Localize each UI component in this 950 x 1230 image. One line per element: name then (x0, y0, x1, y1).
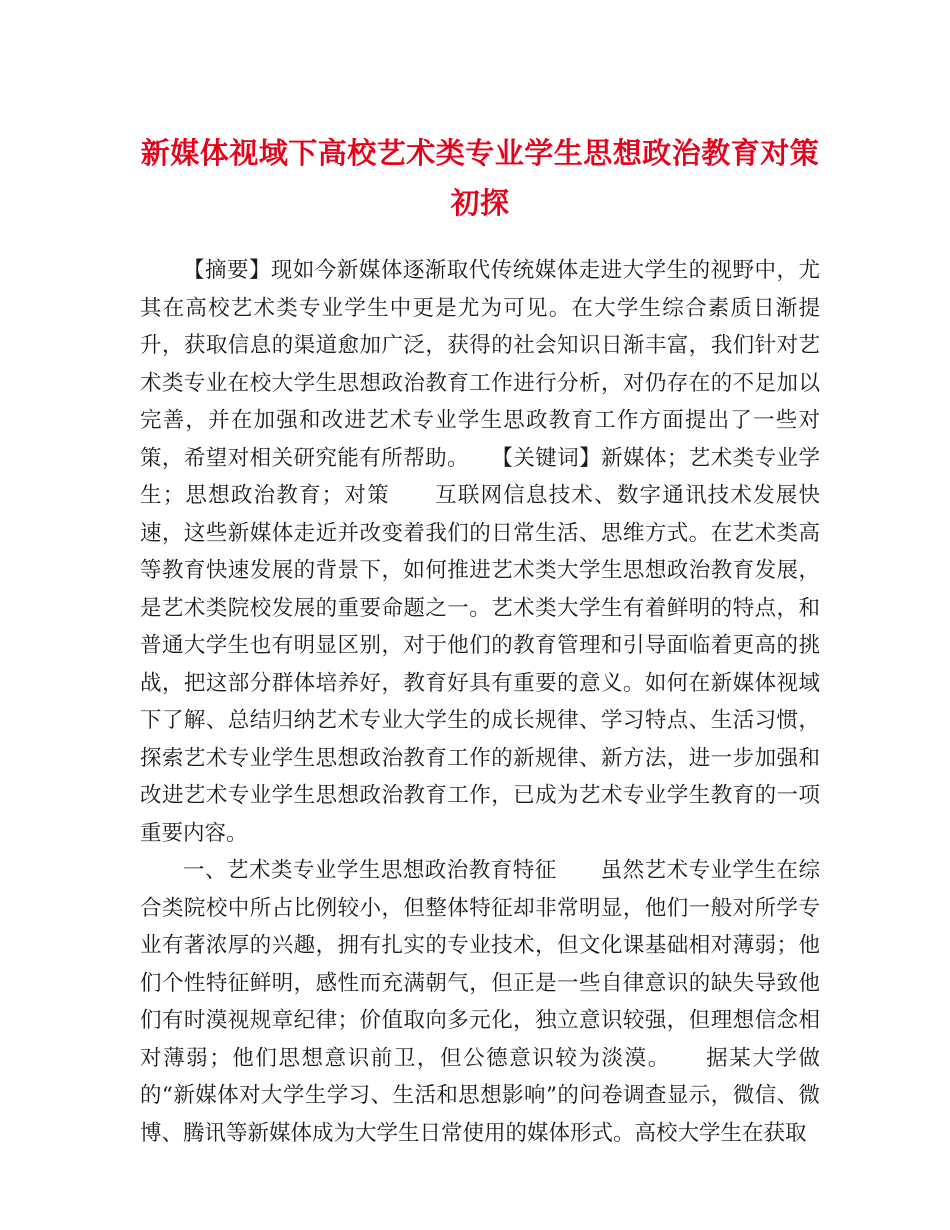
paragraph-section-one: 一、艺术类专业学生思想政治教育特征 虽然艺术专业学生在综合类院校中所占比例较小，但整体特征却非常明显，他们一般对所学专业有著浓厚的兴趣，拥有扎实的专业技术，但文化课基础相对薄弱；他们个性特征鲜明，感性而充满朝气，但正是一些自律意识的缺失导致他们有时漠视规章纪律；价值取向多元化，独立意识较强，但理想信念相对薄弱；他们思想意识前卫，但公德意识较为淡漠。 据某大学做的“新媒体对大学生学习、生活和思想影响”的问卷调查显示，微信、微博、腾讯等新媒体成为大学生日常使用的媒体形式。高校大学生在获取 (140, 858, 820, 1146)
paragraph-abstract: 【摘要】现如今新媒体逐渐取代传统媒体走进大学生的视野中，尤其在高校艺术类专业学生中更是尤为可见。在大学生综合素质日渐提升，获取信息的渠道愈加广泛，获得的社会知识日渐丰富，我们针对艺术类专业在校大学生思想政治教育工作进行分析，对仍存在的不足加以完善，并在加强和改进艺术专业学生思政教育工作方面提出了一些对策，希望对相关研究能有所帮助。 【关键词】新媒体；艺术类专业学生；思想政治教育；对策 互联网信息技术、数字通讯技术发展快速，这些新媒体走近并改变着我们的日常生活、思维方式。在艺术类高等教育快速发展的背景下，如何推进艺术类大学生思想政治教育发展，是艺术类院校发展的重要命题之一。艺术类大学生有着鲜明的特点，和普通大学生也有明显区别，对于他们的教育管理和引导面临着更高的挑战，把这部分群体培养好，教育好具有重要的意义。如何在新媒体视域下了解、总结归纳艺术专业大学生的成长规律、学习特点、生活习惯，探索艺术专业学生思想政治教育工作的新规律、新方法，进一步加强和改进艺术专业学生思想政治教育工作，已成为艺术专业学生教育的一项重要内容。 (140, 258, 820, 846)
document-body (140, 252, 820, 1152)
document-title: 新媒体视域下高校艺术类专业学生思想政治教育对策初探 (140, 136, 820, 220)
